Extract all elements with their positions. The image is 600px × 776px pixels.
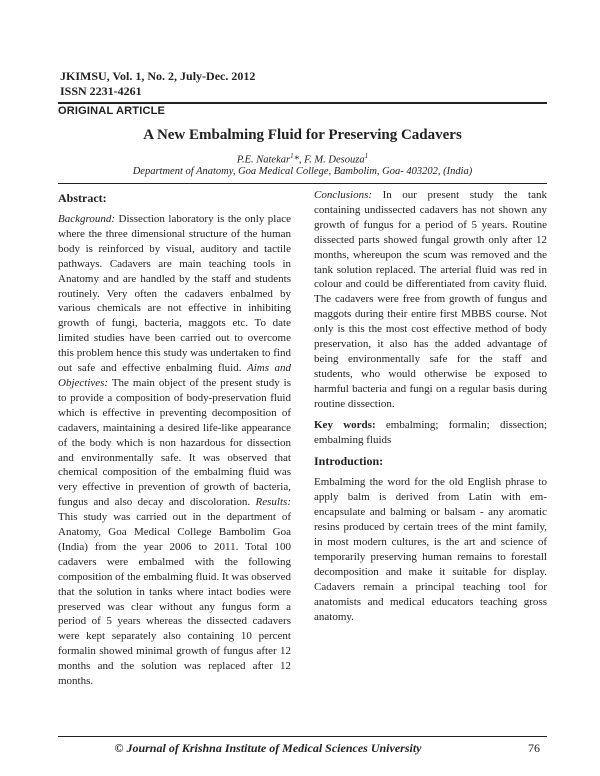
footer-copyright: © Journal of Krishna Institute of Medical Sciences University [114,741,422,755]
author-2: F. M. Desouza [304,154,365,166]
aims-label: Aims and Objectives: [58,362,292,389]
author-2-affiliation: 1 [364,152,369,160]
author-1-affiliation: 1 [290,152,294,160]
background-text: Dissection laboratory is the only place where the three dimensional structure of the human body is reinforced by visual, auditory and tactile pathways. Cadavers are main teaching tools in Anatomy and are handled by the staff and students routinely. Very often the cadavers enbalmed by various chemicals are not effective in inhibiting growth of fungi, bacteria, maggots etc. To date limited studies have been carried out to overcome this problem hence this study was undertaken to find out safe and effective enbalming fluid. [58,213,291,375]
conclusions-label: Conclusions: [314,189,373,201]
keywords-text: embalming; formalin; dissection; embalming fluids [314,418,548,446]
journal-citation: JKIMSU, Vol. 1, No. 2, July-Dec. 2012 [60,69,256,83]
author-line [58,152,547,166]
introduction-heading: Introduction: [314,454,384,469]
conclusions-text: In our present study the tank containing undissected cadavers has not shown any growth of fungus for a period of 5 years. Routine dissected parts showed fungal growth only after 12 months, whereupon the scum was removed and the tank solution replaced. The arterial fluid was red in colour and could be differentiated from cavity fluid. The cadavers were free from growth of fungus and maggots during their entire first MBBS course. Not only is this the most cost effective method of body preservation, it also has the added advantage of being environmentally safe for the staff and students, who would otherwise be exposed to harmful bacteria and fungi on a regular basis during routine dissection. [314,189,547,410]
introduction-text: Embalming the word for the old English phrase to apply balm is derived from Latin with em-encapsulate and balming or balsam - any aromatic resins produced by certain trees of the mint family, in most modern cultures, is the art and science of temporarily preserving human remains to forestall decomposition and make it suitable for display. Cadavers remain a principal teaching tool for anatomists and medical educators teaching gross anatomy. [314,476,547,623]
corresponding-mark: * [293,154,299,166]
footer-rule [58,736,547,737]
right-column [314,188,547,630]
results-label: Results: [255,496,291,509]
title-rule [58,183,547,184]
article-title: A New Embalming Fluid for Preserving Cadavers [143,127,462,143]
background-label: Background: [58,213,116,225]
keywords [314,418,547,448]
keywords-label: Key words: [314,418,376,431]
aims-text: The main object of the present study is to provide a composition of body-preservation fluid which is effective in preventing decomposition of cadavers, maintaining a desired life-like appearance of the body which is non hazardous for dissection and environmentally safe. It was observed that chemical composition of the embalming fluid was very effective in prevention of growth of bacteria, fungus and also decay and discoloration. [58,376,291,509]
results-text: This study was carried out in the department of Anatomy, Goa Medical College Bambolim Goa (India) from the year 2006 to 2011. Total 100 cadavers were embalmed with the following composition of the embalming fluid. It was observed that the solution in tanks where intact bodies were preserved was clear without any fungus form a period of 5 years whereas the dissected cadavers were kept separately also containing 10 percent formalin showed minimal growth of fungus after 12 months and the solution was replaced after 12 months. [58,511,291,688]
affiliation: Department of Anatomy, Goa Medical College, Bambolim, Goa- 403202, (India) [132,166,473,177]
page-number: 76 [528,741,540,755]
author-1: P.E. Natekar [236,154,291,166]
author-separator: , [298,154,305,166]
issn: ISSN 2231-4261 [60,84,142,98]
section-label: ORIGINAL ARTICLE [58,105,166,117]
abstract-paragraph-2 [314,188,547,412]
abstract-heading: Abstract: [58,191,107,205]
top-rule [58,102,547,104]
left-column [58,190,291,695]
abstract-paragraph-1 [58,212,291,689]
